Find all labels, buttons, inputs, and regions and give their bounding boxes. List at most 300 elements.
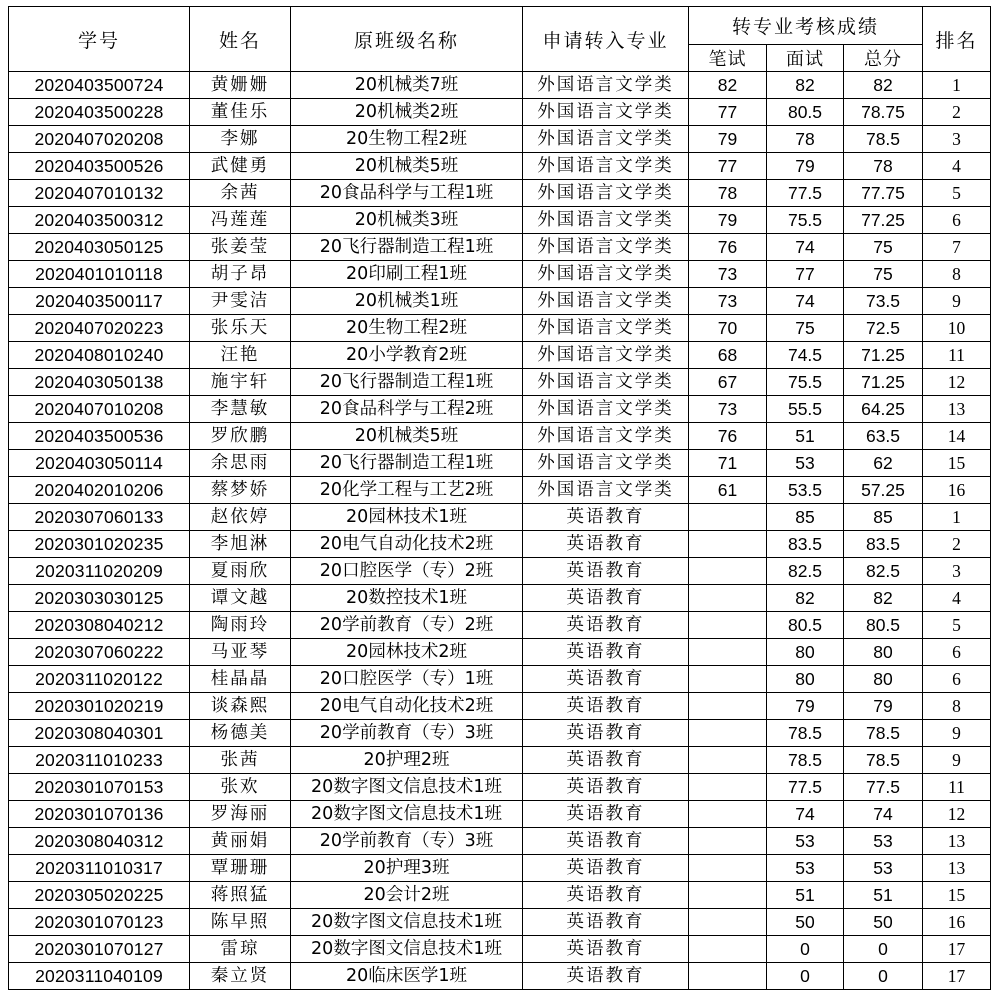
written-score-cell [689,909,767,936]
name-cell: 秦立贤 [190,963,291,990]
header-rank: 排名 [923,7,991,72]
table-row [9,234,991,261]
original-class-cell: 20机械类5班 [291,153,523,180]
student-id-cell: 2020311010233 [9,747,190,774]
name-cell: 张姜莹 [190,234,291,261]
rank-cell: 12 [923,369,991,396]
total-score-cell: 50 [844,909,923,936]
table-row [9,423,991,450]
table-row [9,477,991,504]
header-student-id: 学号 [9,7,190,72]
header-interview: 面试 [767,45,844,72]
total-score-cell: 77.5 [844,774,923,801]
rank-cell: 6 [923,666,991,693]
written-score-cell [689,531,767,558]
name-cell: 余思雨 [190,450,291,477]
rank-cell: 13 [923,396,991,423]
original-class-cell: 20飞行器制造工程1班 [291,369,523,396]
target-major-cell: 英语教育 [523,882,689,909]
student-id-cell: 2020407010208 [9,396,190,423]
header-original-class: 原班级名称 [291,7,523,72]
name-cell: 冯莲莲 [190,207,291,234]
table-row [9,639,991,666]
table-row [9,342,991,369]
original-class-cell: 20临床医学1班 [291,963,523,990]
name-cell: 汪艳 [190,342,291,369]
written-score-cell [689,720,767,747]
written-score-cell: 77 [689,153,767,180]
target-major-cell: 英语教育 [523,801,689,828]
rank-cell: 11 [923,774,991,801]
written-score-cell: 78 [689,180,767,207]
interview-score-cell: 85 [767,504,844,531]
original-class-cell: 20印刷工程1班 [291,261,523,288]
interview-score-cell: 50 [767,909,844,936]
original-class-cell: 20机械类7班 [291,72,523,99]
total-score-cell: 75 [844,234,923,261]
target-major-cell: 外国语言文学类 [523,261,689,288]
target-major-cell: 外国语言文学类 [523,342,689,369]
total-score-cell: 63.5 [844,423,923,450]
original-class-cell: 20电气自动化技术2班 [291,693,523,720]
target-major-cell: 英语教育 [523,531,689,558]
written-score-cell [689,963,767,990]
total-score-cell: 82 [844,585,923,612]
name-cell: 赵依婷 [190,504,291,531]
interview-score-cell: 78.5 [767,747,844,774]
student-id-cell: 2020307060222 [9,639,190,666]
header-total: 总分 [844,45,923,72]
interview-score-cell: 79 [767,693,844,720]
total-score-cell: 75 [844,261,923,288]
original-class-cell: 20食品科学与工程1班 [291,180,523,207]
total-score-cell: 78.5 [844,720,923,747]
interview-score-cell: 82 [767,585,844,612]
written-score-cell: 73 [689,396,767,423]
student-id-cell: 2020407010132 [9,180,190,207]
interview-score-cell: 0 [767,963,844,990]
written-score-cell [689,855,767,882]
target-major-cell: 英语教育 [523,720,689,747]
interview-score-cell: 82 [767,72,844,99]
table-row [9,126,991,153]
original-class-cell: 20生物工程2班 [291,315,523,342]
student-id-cell: 2020301070123 [9,909,190,936]
total-score-cell: 80 [844,666,923,693]
table-row [9,612,991,639]
rank-cell: 17 [923,936,991,963]
rank-cell: 15 [923,882,991,909]
student-id-cell: 2020403050114 [9,450,190,477]
interview-score-cell: 77.5 [767,774,844,801]
original-class-cell: 20数字图文信息技术1班 [291,774,523,801]
rank-cell: 4 [923,153,991,180]
rank-cell: 13 [923,828,991,855]
total-score-cell: 73.5 [844,288,923,315]
interview-score-cell: 74 [767,234,844,261]
interview-score-cell: 83.5 [767,531,844,558]
original-class-cell: 20会计2班 [291,882,523,909]
target-major-cell: 英语教育 [523,558,689,585]
student-id-cell: 2020407020208 [9,126,190,153]
rank-cell: 14 [923,423,991,450]
target-major-cell: 英语教育 [523,666,689,693]
student-id-cell: 2020403500312 [9,207,190,234]
interview-score-cell: 80 [767,666,844,693]
header-written: 笔试 [689,45,767,72]
student-id-cell: 2020407020223 [9,315,190,342]
target-major-cell: 外国语言文学类 [523,288,689,315]
transfer-score-table [8,6,991,990]
interview-score-cell: 75.5 [767,207,844,234]
rank-cell: 8 [923,693,991,720]
target-major-cell: 外国语言文学类 [523,153,689,180]
total-score-cell: 80 [844,639,923,666]
written-score-cell [689,612,767,639]
student-id-cell: 2020403500724 [9,72,190,99]
student-id-cell: 2020403500536 [9,423,190,450]
student-id-cell: 2020403500228 [9,99,190,126]
total-score-cell: 62 [844,450,923,477]
total-score-cell: 78.5 [844,126,923,153]
written-score-cell: 76 [689,423,767,450]
original-class-cell: 20生物工程2班 [291,126,523,153]
interview-score-cell: 53 [767,828,844,855]
rank-cell: 16 [923,909,991,936]
interview-score-cell: 80 [767,639,844,666]
student-id-cell: 2020403050125 [9,234,190,261]
table-row [9,963,991,990]
written-score-cell [689,693,767,720]
written-score-cell: 71 [689,450,767,477]
name-cell: 李娜 [190,126,291,153]
written-score-cell [689,639,767,666]
target-major-cell: 英语教育 [523,747,689,774]
name-cell: 张欢 [190,774,291,801]
name-cell: 胡子昂 [190,261,291,288]
rank-cell: 2 [923,531,991,558]
rank-cell: 7 [923,234,991,261]
student-id-cell: 2020301070136 [9,801,190,828]
total-score-cell: 85 [844,504,923,531]
total-score-cell: 77.75 [844,180,923,207]
name-cell: 张乐天 [190,315,291,342]
target-major-cell: 外国语言文学类 [523,315,689,342]
rank-cell: 3 [923,558,991,585]
interview-score-cell: 80.5 [767,99,844,126]
rank-cell: 6 [923,207,991,234]
written-score-cell: 79 [689,207,767,234]
table-row [9,99,991,126]
target-major-cell: 英语教育 [523,963,689,990]
table-row [9,828,991,855]
student-id-cell: 2020403500526 [9,153,190,180]
target-major-cell: 外国语言文学类 [523,99,689,126]
original-class-cell: 20学前教育（专）2班 [291,612,523,639]
interview-score-cell: 77 [767,261,844,288]
target-major-cell: 外国语言文学类 [523,72,689,99]
total-score-cell: 0 [844,963,923,990]
interview-score-cell: 53 [767,450,844,477]
rank-cell: 5 [923,612,991,639]
student-id-cell: 2020301020219 [9,693,190,720]
total-score-cell: 57.25 [844,477,923,504]
interview-score-cell: 77.5 [767,180,844,207]
total-score-cell: 64.25 [844,396,923,423]
table-row [9,531,991,558]
written-score-cell [689,747,767,774]
interview-score-cell: 74 [767,288,844,315]
table-row [9,774,991,801]
student-id-cell: 2020401010118 [9,261,190,288]
name-cell: 覃珊珊 [190,855,291,882]
student-id-cell: 2020303030125 [9,585,190,612]
total-score-cell: 71.25 [844,369,923,396]
interview-score-cell: 75 [767,315,844,342]
rank-cell: 6 [923,639,991,666]
name-cell: 陶雨玲 [190,612,291,639]
total-score-cell: 82.5 [844,558,923,585]
total-score-cell: 0 [844,936,923,963]
interview-score-cell: 80.5 [767,612,844,639]
target-major-cell: 外国语言文学类 [523,477,689,504]
table-row [9,288,991,315]
table-row [9,396,991,423]
rank-cell: 1 [923,72,991,99]
student-id-cell: 2020305020225 [9,882,190,909]
written-score-cell: 79 [689,126,767,153]
target-major-cell: 外国语言文学类 [523,234,689,261]
original-class-cell: 20学前教育（专）3班 [291,720,523,747]
target-major-cell: 英语教育 [523,585,689,612]
rank-cell: 9 [923,720,991,747]
interview-score-cell: 74.5 [767,342,844,369]
original-class-cell: 20护理3班 [291,855,523,882]
written-score-cell: 82 [689,72,767,99]
student-id-cell: 2020311020209 [9,558,190,585]
student-id-cell: 2020307060133 [9,504,190,531]
table-row [9,720,991,747]
original-class-cell: 20数控技术1班 [291,585,523,612]
name-cell: 余茜 [190,180,291,207]
total-score-cell: 71.25 [844,342,923,369]
total-score-cell: 53 [844,828,923,855]
header-name: 姓名 [190,7,291,72]
name-cell: 施宇轩 [190,369,291,396]
rank-cell: 4 [923,585,991,612]
name-cell: 李慧敏 [190,396,291,423]
interview-score-cell: 78.5 [767,720,844,747]
written-score-cell [689,504,767,531]
target-major-cell: 英语教育 [523,504,689,531]
target-major-cell: 外国语言文学类 [523,126,689,153]
target-major-cell: 外国语言文学类 [523,369,689,396]
original-class-cell: 20护理2班 [291,747,523,774]
table-row [9,909,991,936]
table-row [9,558,991,585]
original-class-cell: 20口腔医学（专）1班 [291,666,523,693]
total-score-cell: 83.5 [844,531,923,558]
table-row [9,936,991,963]
rank-cell: 10 [923,315,991,342]
name-cell: 雷琼 [190,936,291,963]
written-score-cell [689,558,767,585]
table-row [9,261,991,288]
table-row [9,315,991,342]
total-score-cell: 78 [844,153,923,180]
original-class-cell: 20机械类2班 [291,99,523,126]
written-score-cell [689,774,767,801]
table-row [9,153,991,180]
table-row [9,504,991,531]
target-major-cell: 外国语言文学类 [523,396,689,423]
written-score-cell: 73 [689,261,767,288]
total-score-cell: 74 [844,801,923,828]
name-cell: 杨德美 [190,720,291,747]
name-cell: 陈早照 [190,909,291,936]
rank-cell: 12 [923,801,991,828]
header-target-major: 申请转入专业 [523,7,689,72]
name-cell: 尹雯洁 [190,288,291,315]
name-cell: 夏雨欣 [190,558,291,585]
written-score-cell [689,801,767,828]
rank-cell: 2 [923,99,991,126]
student-id-cell: 2020308040301 [9,720,190,747]
original-class-cell: 20化学工程与工艺2班 [291,477,523,504]
student-id-cell: 2020301070127 [9,936,190,963]
name-cell: 罗欣鹏 [190,423,291,450]
interview-score-cell: 51 [767,423,844,450]
target-major-cell: 英语教育 [523,855,689,882]
interview-score-cell: 51 [767,882,844,909]
target-major-cell: 外国语言文学类 [523,207,689,234]
student-id-cell: 2020301020235 [9,531,190,558]
written-score-cell: 67 [689,369,767,396]
table-row [9,882,991,909]
interview-score-cell: 0 [767,936,844,963]
original-class-cell: 20数字图文信息技术1班 [291,936,523,963]
target-major-cell: 英语教育 [523,828,689,855]
rank-cell: 3 [923,126,991,153]
written-score-cell [689,828,767,855]
rank-cell: 9 [923,288,991,315]
name-cell: 谈森熙 [190,693,291,720]
target-major-cell: 外国语言文学类 [523,423,689,450]
rank-cell: 1 [923,504,991,531]
table-row [9,747,991,774]
target-major-cell: 英语教育 [523,639,689,666]
original-class-cell: 20电气自动化技术2班 [291,531,523,558]
table-row [9,693,991,720]
original-class-cell: 20学前教育（专）3班 [291,828,523,855]
total-score-cell: 72.5 [844,315,923,342]
interview-score-cell: 79 [767,153,844,180]
rank-cell: 11 [923,342,991,369]
rank-cell: 17 [923,963,991,990]
target-major-cell: 英语教育 [523,774,689,801]
student-id-cell: 2020311040109 [9,963,190,990]
written-score-cell: 61 [689,477,767,504]
total-score-cell: 79 [844,693,923,720]
original-class-cell: 20机械类1班 [291,288,523,315]
name-cell: 董佳乐 [190,99,291,126]
table-header [9,7,991,72]
total-score-cell: 82 [844,72,923,99]
rank-cell: 13 [923,855,991,882]
name-cell: 黄姗姗 [190,72,291,99]
target-major-cell: 英语教育 [523,612,689,639]
original-class-cell: 20园林技术1班 [291,504,523,531]
table-row [9,180,991,207]
student-id-cell: 2020402010206 [9,477,190,504]
name-cell: 罗海丽 [190,801,291,828]
name-cell: 李旭淋 [190,531,291,558]
name-cell: 蔡梦娇 [190,477,291,504]
target-major-cell: 英语教育 [523,693,689,720]
table-row [9,585,991,612]
student-id-cell: 2020408010240 [9,342,190,369]
interview-score-cell: 75.5 [767,369,844,396]
total-score-cell: 80.5 [844,612,923,639]
original-class-cell: 20飞行器制造工程1班 [291,450,523,477]
table-row [9,855,991,882]
rank-cell: 5 [923,180,991,207]
written-score-cell [689,936,767,963]
student-id-cell: 2020311020122 [9,666,190,693]
table-body [9,72,991,990]
target-major-cell: 英语教育 [523,936,689,963]
original-class-cell: 20小学教育2班 [291,342,523,369]
interview-score-cell: 82.5 [767,558,844,585]
written-score-cell: 70 [689,315,767,342]
original-class-cell: 20园林技术2班 [291,639,523,666]
name-cell: 黄丽娟 [190,828,291,855]
student-id-cell: 2020301070153 [9,774,190,801]
name-cell: 马亚琴 [190,639,291,666]
written-score-cell [689,882,767,909]
rank-cell: 16 [923,477,991,504]
rank-cell: 15 [923,450,991,477]
student-id-cell: 2020403500117 [9,288,190,315]
student-id-cell: 2020403050138 [9,369,190,396]
table-row [9,369,991,396]
total-score-cell: 78.5 [844,747,923,774]
interview-score-cell: 78 [767,126,844,153]
written-score-cell [689,666,767,693]
name-cell: 谭文越 [190,585,291,612]
original-class-cell: 20机械类5班 [291,423,523,450]
table-row [9,72,991,99]
total-score-cell: 53 [844,855,923,882]
written-score-cell: 76 [689,234,767,261]
table-row [9,666,991,693]
total-score-cell: 78.75 [844,99,923,126]
target-major-cell: 外国语言文学类 [523,180,689,207]
interview-score-cell: 53.5 [767,477,844,504]
rank-cell: 9 [923,747,991,774]
original-class-cell: 20食品科学与工程2班 [291,396,523,423]
name-cell: 武健勇 [190,153,291,180]
table-row [9,450,991,477]
written-score-cell: 73 [689,288,767,315]
student-id-cell: 2020308040312 [9,828,190,855]
table-row [9,207,991,234]
name-cell: 桂晶晶 [190,666,291,693]
written-score-cell [689,585,767,612]
name-cell: 张茜 [190,747,291,774]
total-score-cell: 77.25 [844,207,923,234]
student-id-cell: 2020308040212 [9,612,190,639]
